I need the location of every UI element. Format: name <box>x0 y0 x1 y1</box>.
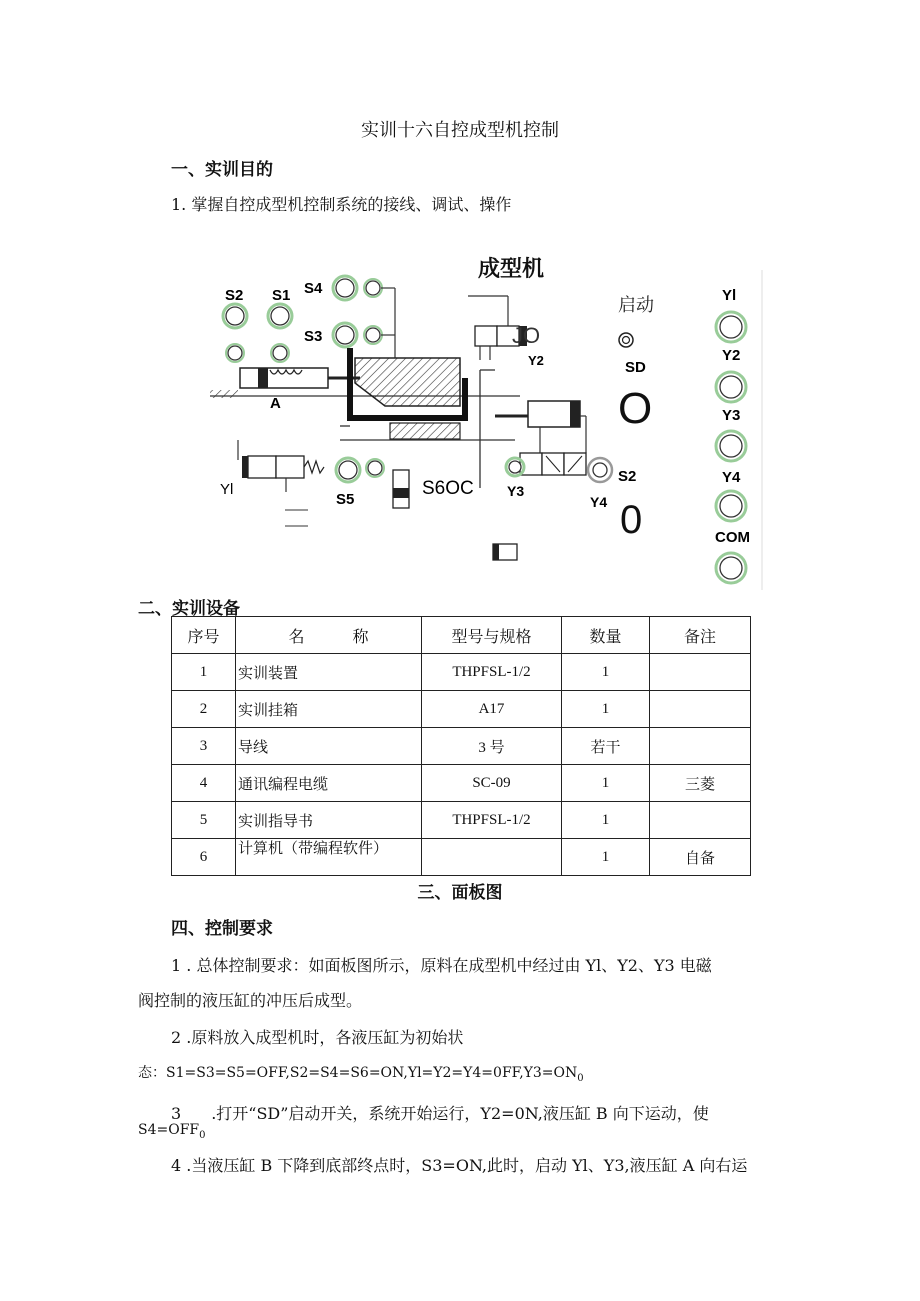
table-row <box>172 654 751 691</box>
cell-qty: 1 <box>562 691 650 728</box>
y4-switch[interactable]: 0 <box>620 498 643 542</box>
label-s6oc: S6OC <box>422 478 474 499</box>
table-row <box>172 765 751 802</box>
terminal-strip <box>715 287 750 583</box>
table-header-row <box>172 617 751 654</box>
terminal-label-y2: Y2 <box>722 347 741 364</box>
label-s5: S5 <box>336 491 355 508</box>
goal-item-1: 1. 掌握自控成型机控制系统的接线、调试、操作 <box>171 195 512 214</box>
cell-no: 1 <box>172 654 236 691</box>
start-label: 启动 <box>618 295 654 315</box>
requirement-2-line1: 2 .原料放入成型机时，各液压缸为初始状 <box>171 1028 464 1047</box>
forming-machine-panel-diagram <box>210 248 770 593</box>
label-jo: JO <box>512 323 541 348</box>
cell-model: SC-09 <box>422 765 562 802</box>
socket-s2[interactable] <box>223 304 247 362</box>
cell-model: THPFSL-1/2 <box>422 802 562 839</box>
socket-s2-right[interactable] <box>588 458 612 482</box>
cell-note <box>650 728 751 765</box>
col-header-qty: 数量 <box>562 617 650 654</box>
cell-no: 2 <box>172 691 236 728</box>
socket-y3[interactable] <box>506 458 524 476</box>
diagram-title: 成型机 <box>478 256 545 281</box>
cell-model: A17 <box>422 691 562 728</box>
terminal-label-y1: Yl <box>722 287 737 304</box>
cell-model <box>422 839 562 876</box>
cell-name: 导线 <box>236 728 422 765</box>
cell-note <box>650 654 751 691</box>
terminal-label-y4: Y4 <box>722 469 741 486</box>
cell-qty: 1 <box>562 765 650 802</box>
cell-qty: 若干 <box>562 728 650 765</box>
cell-model: THPFSL-1/2 <box>422 654 562 691</box>
cell-name: 实训装置 <box>236 654 422 691</box>
cell-qty: 1 <box>562 839 650 876</box>
requirement-3-line2-text: S4=OFF <box>138 1122 200 1138</box>
label-sd: SD <box>625 359 646 376</box>
cell-qty: 1 <box>562 802 650 839</box>
table-row <box>172 802 751 839</box>
sd-switch[interactable]: O <box>618 384 653 433</box>
cell-no: 3 <box>172 728 236 765</box>
requirement-2-line2-text: 态：S1=S3=S5=OFF,S2=S4=S6=ON,Yl=Y2=Y4=0FF,Y3=ON <box>138 1065 578 1081</box>
cell-qty: 1 <box>562 654 650 691</box>
requirement-3-line2 <box>138 1122 206 1141</box>
start-indicator-icon <box>619 333 633 347</box>
label-y1-valve: Yl <box>220 481 234 498</box>
col-header-note: 备注 <box>650 617 751 654</box>
label-s1: S1 <box>272 287 291 304</box>
cell-no: 6 <box>172 839 236 876</box>
requirement-1-line2: 阀控制的液压缸的冲压后成型。 <box>138 991 363 1010</box>
requirement-3-number: 3 <box>171 1104 182 1123</box>
requirement-2-subscript: 0 <box>577 1072 584 1084</box>
cell-no: 5 <box>172 802 236 839</box>
table-row <box>172 728 751 765</box>
socket-s3[interactable] <box>333 323 382 347</box>
label-y4-valve: Y4 <box>590 494 608 510</box>
label-s4: S4 <box>304 280 323 297</box>
valve-y1 <box>238 440 324 492</box>
cell-note: 三菱 <box>650 765 751 802</box>
requirement-1-line1: 1 . 总体控制要求：如面板图所示，原料在成型机中经过由 Yl、Y2、Y3 电磁 <box>171 956 712 975</box>
cell-no: 4 <box>172 765 236 802</box>
requirement-3-text: .打开“SD”启动开关，系统开始运行，Y2=0N,液压缸 B 向下运动，使 <box>211 1104 709 1123</box>
press-block-b <box>355 358 460 406</box>
valve-y3-y4 <box>520 453 586 475</box>
col-header-no: 序号 <box>172 617 236 654</box>
requirement-2-line2 <box>138 1062 584 1084</box>
requirement-3-subscript: 0 <box>199 1129 206 1141</box>
label-a: A <box>270 395 281 412</box>
label-y3-valve: Y3 <box>507 483 525 499</box>
col-header-model: 型号与规格 <box>422 617 562 654</box>
cell-note: 自备 <box>650 839 751 876</box>
requirement-4-line1: 4 .当液压缸 B 下降到底部终点时，S3=ON,此时，启动 Yl、Y3,液压缸 A 向右运 <box>171 1156 748 1175</box>
label-s3: S3 <box>304 328 323 345</box>
cell-model: 3 号 <box>422 728 562 765</box>
cell-note <box>650 691 751 728</box>
table-row <box>172 839 751 876</box>
terminal-label-com: COM <box>715 529 750 546</box>
socket-s5[interactable] <box>336 458 384 482</box>
section-heading-requirements: 四、控制要求 <box>171 919 273 939</box>
requirement-3-line1 <box>171 1101 709 1124</box>
cylinder-a <box>240 368 328 388</box>
section-heading-equipment: 二、实训设备 <box>138 599 240 619</box>
terminal-label-y3: Y3 <box>722 407 741 424</box>
page-title: 实训十六自控成型机控制 <box>361 120 559 141</box>
cell-name: 通讯编程电缆 <box>236 765 422 802</box>
table-row <box>172 691 751 728</box>
cell-name: 实训指导书 <box>236 802 422 839</box>
label-y2-valve: Y2 <box>528 353 544 368</box>
label-s2: S2 <box>225 287 244 304</box>
socket-s1[interactable] <box>268 304 292 362</box>
cell-name: 实训挂箱 <box>236 691 422 728</box>
cell-name: 计算机（带编程软件） <box>236 839 422 876</box>
cell-note <box>650 802 751 839</box>
label-s2-right: S2 <box>618 468 637 485</box>
section-heading-goals: 一、实训目的 <box>171 160 273 180</box>
socket-s4[interactable] <box>333 276 382 300</box>
section-heading-panel: 三、面板图 <box>417 883 503 903</box>
col-header-name: 名 称 <box>236 617 422 654</box>
equipment-table <box>171 616 751 876</box>
